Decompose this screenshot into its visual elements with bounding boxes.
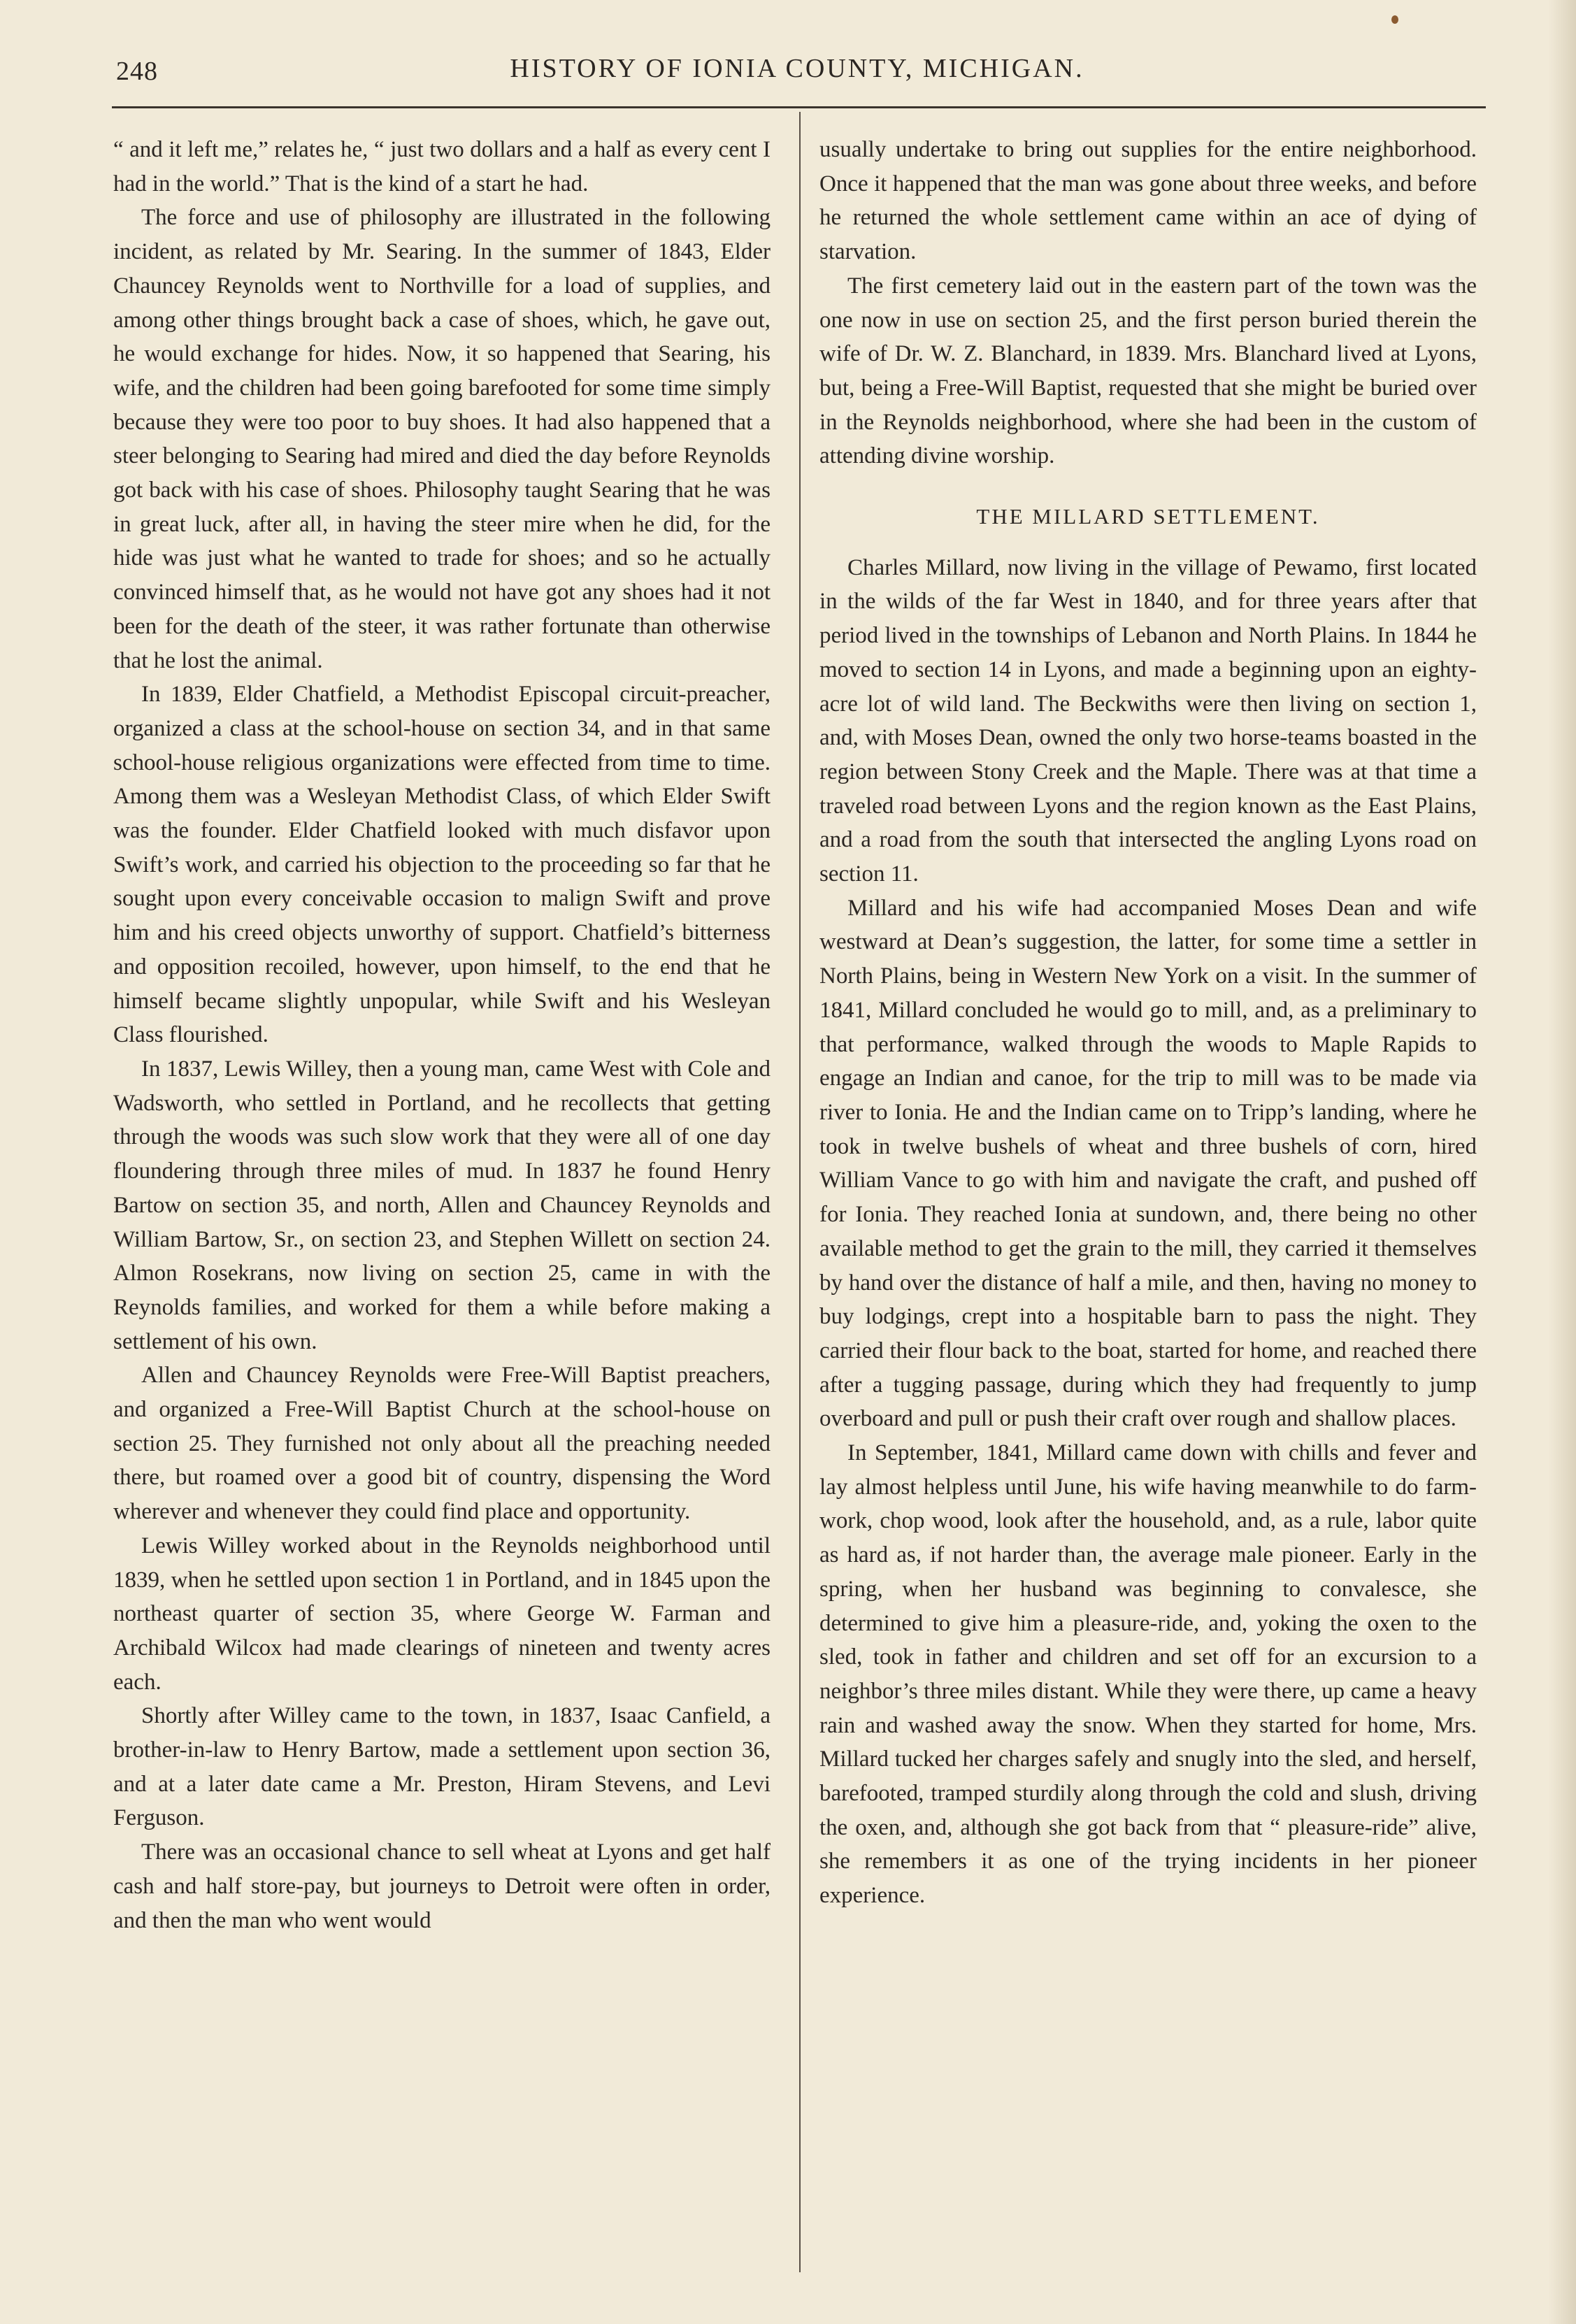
paragraph: In 1837, Lewis Willey, then a young man, came West with Cole and Wadsworth, who settled in Portland, and he recollects that getting through the woods was such slow work that they were all of one day floundering through three miles of mud. In 1837 he found Henry Bartow on section 35, and north, Allen and Chauncey Reynolds and William Bartow, Sr., on section 23, and Stephen Willett on section 24. Almon Rosekrans, now living on section 25, came in with the Reynolds families, and worked for them a while before making a settlement of his own. [113, 1056, 771, 1354]
paragraph: Millard and his wife had accompanied Moses Dean and wife westward at Dean’s suggestion, the latter, for some time a settler in North Plains, being in Western New York on a visit. In the summer of 1841, Millard concluded he would go to mill, and, as a preliminary to that performance, walked through the woods to Maple Rapids to engage an Indian and canoe, for the trip to mill was to be made via river to Ionia. He and the Indian came on to Tripp’s landing, where he took in twelve bushels of wheat and three bushels of corn, hired William Vance to go with him and navigate the craft, and pushed off for Ionia. They reached Ionia at sundown, and, there being no other available method to get the grain to the mill, they carried it themselves by hand over the distance of half a mile, and then, having no money to buy lodgings, crept into a hospitable barn to pass the night. They carried their flour back to the boat, started for home, and reached there after a tugging passage, during which they had frequently to jump overboard and pull or push their craft over rough and shallow places. [819, 895, 1477, 1432]
page-header [112, 50, 1482, 92]
column-divider [799, 112, 801, 2272]
paragraph: Allen and Chauncey Reynolds were Free-Will Baptist preachers, and organized a Free-Will Baptist Church at the school-house on section 25. They furnished not only about all the preaching needed there, but roamed over a good bit of country, dispensing the Word wherever and whenever they could find place and opportunity. [113, 1363, 771, 1525]
page-edge-shadow [1548, 0, 1576, 2324]
ink-spot [1391, 15, 1398, 24]
paragraph: In September, 1841, Millard came down with chills and fever and lay almost helpless until June, his wife having meanwhile to do farm-work, chop wood, look after the household, and, as a rule, labor quite as hard as, if not harder than, the average male pioneer. Early in the spring, when her husband was beginning to convalesce, she determined to give him a pleasure-ride, and, yoking the oxen to the sled, took in father and children and set off for an excursion to a neighbor’s three miles distant. While they were there, up came a heavy rain and washed away the snow. When they started for home, Mrs. Millard tucked her charges safely and snugly into the sled, and herself, barefooted, tramped sturdily along through the cold and slush, driving the oxen, and, although she got back from that “ pleasure-ride” alive, she remembers it as one of the trying incidents in her pioneer experience. [819, 1440, 1477, 1909]
running-title: HISTORY OF IONIA COUNTY, MICHIGAN. [510, 54, 1084, 83]
paragraph: “ and it left me,” relates he, “ just two dollars and a half as every cent I had in the world.” That is the kind of a start he had. [113, 137, 771, 196]
left-column [113, 133, 771, 1937]
paragraph: There was an occasional chance to sell wheat at Lyons and get half cash and half store-pay, but journeys to Detroit were often in order, and then the man who went would [113, 1839, 771, 1933]
right-column [819, 133, 1477, 1913]
paragraph: Shortly after Willey came to the town, in 1837, Isaac Canfield, a brother-in-law to Henry Bartow, made a settlement upon section 36, and at a later date came a Mr. Preston, Hiram Stevens, and Levi Ferguson. [113, 1703, 771, 1831]
paragraph: The first cemetery laid out in the eastern part of the town was the one now in use on section 25, and the first person buried therein the wife of Dr. W. Z. Blanchard, in 1839. Mrs. Blanchard lived at Lyons, but, being a Free-Will Baptist, requested that she might be buried over in the Reynolds neighborhood, where she had been in the custom of attending divine worship. [819, 273, 1477, 469]
paragraph: In 1839, Elder Chatfield, a Methodist Episcopal circuit-preacher, organized a class at the school-house on section 34, and in that same school-house religious organizations were effected from time to time. Among them was a Wesleyan Methodist Class, of which Elder Swift was the founder. Elder Chatfield looked with much disfavor upon Swift’s work, and carried his objection to the proceeding so far that he sought upon every conceivable occasion to malign Swift and prove him and his creed objects unworthy of support. Chatfield’s bitterness and opposition recoiled, however, upon himself, to the end that he himself became slightly unpopular, while Swift and his Wesleyan Class flourished. [113, 682, 771, 1048]
paragraph: The force and use of philosophy are illustrated in the following incident, as related by Mr. Searing. In the summer of 1843, Elder Chauncey Reynolds went to Northville for a load of supplies, and among other things brought back a case of shoes, which, he gave out, he would exchange for hides. Now, it so happened that Searing, his wife, and the children had been going barefooted for some time simply because they were too poor to buy shoes. It had also happened that a steer belonging to Searing had mired and died the day before Reynolds got back with his case of shoes. Philosophy taught Searing that he was in great luck, after all, in having the steer mire when he did, for the hide was just what he wanted to trade for shoes; and so he actually convinced himself that, as he would not have got any shoes had it not been for the death of the steer, it was rather fortunate than otherwise that he lost the animal. [113, 205, 771, 673]
page-number: 248 [116, 57, 158, 86]
paragraph: Lewis Willey worked about in the Reynolds neighborhood until 1839, when he settled upon section 1 in Portland, and in 1845 upon the northeast quarter of section 35, where George W. Farman and Archibald Wilcox had made clearings of nineteen and twenty acres each. [113, 1533, 771, 1695]
paragraph: Charles Millard, now living in the village of Pewamo, first located in the wilds of the far West in 1840, and for three years after that period lived in the townships of Lebanon and North Plains. In 1844 he moved to section 14 in Lyons, and made a beginning upon an eighty-acre lot of wild land. The Beckwiths were then living on section 1, and, with Moses Dean, owned the only two horse-teams boasted in the region between Stony Creek and the Maple. There was at that time a traveled road between Lyons and the region known as the East Plains, and a road from the south that intersected the angling Lyons road on section 11. [819, 554, 1477, 887]
paragraph: usually undertake to bring out supplies for the entire neighborhood. Once it happened that the man was gone about three weeks, and before he returned the whole settlement came within an ace of dying of starvation. [819, 137, 1477, 265]
section-heading: THE MILLARD SETTLEMENT. [976, 504, 1320, 529]
header-rule [112, 106, 1486, 108]
